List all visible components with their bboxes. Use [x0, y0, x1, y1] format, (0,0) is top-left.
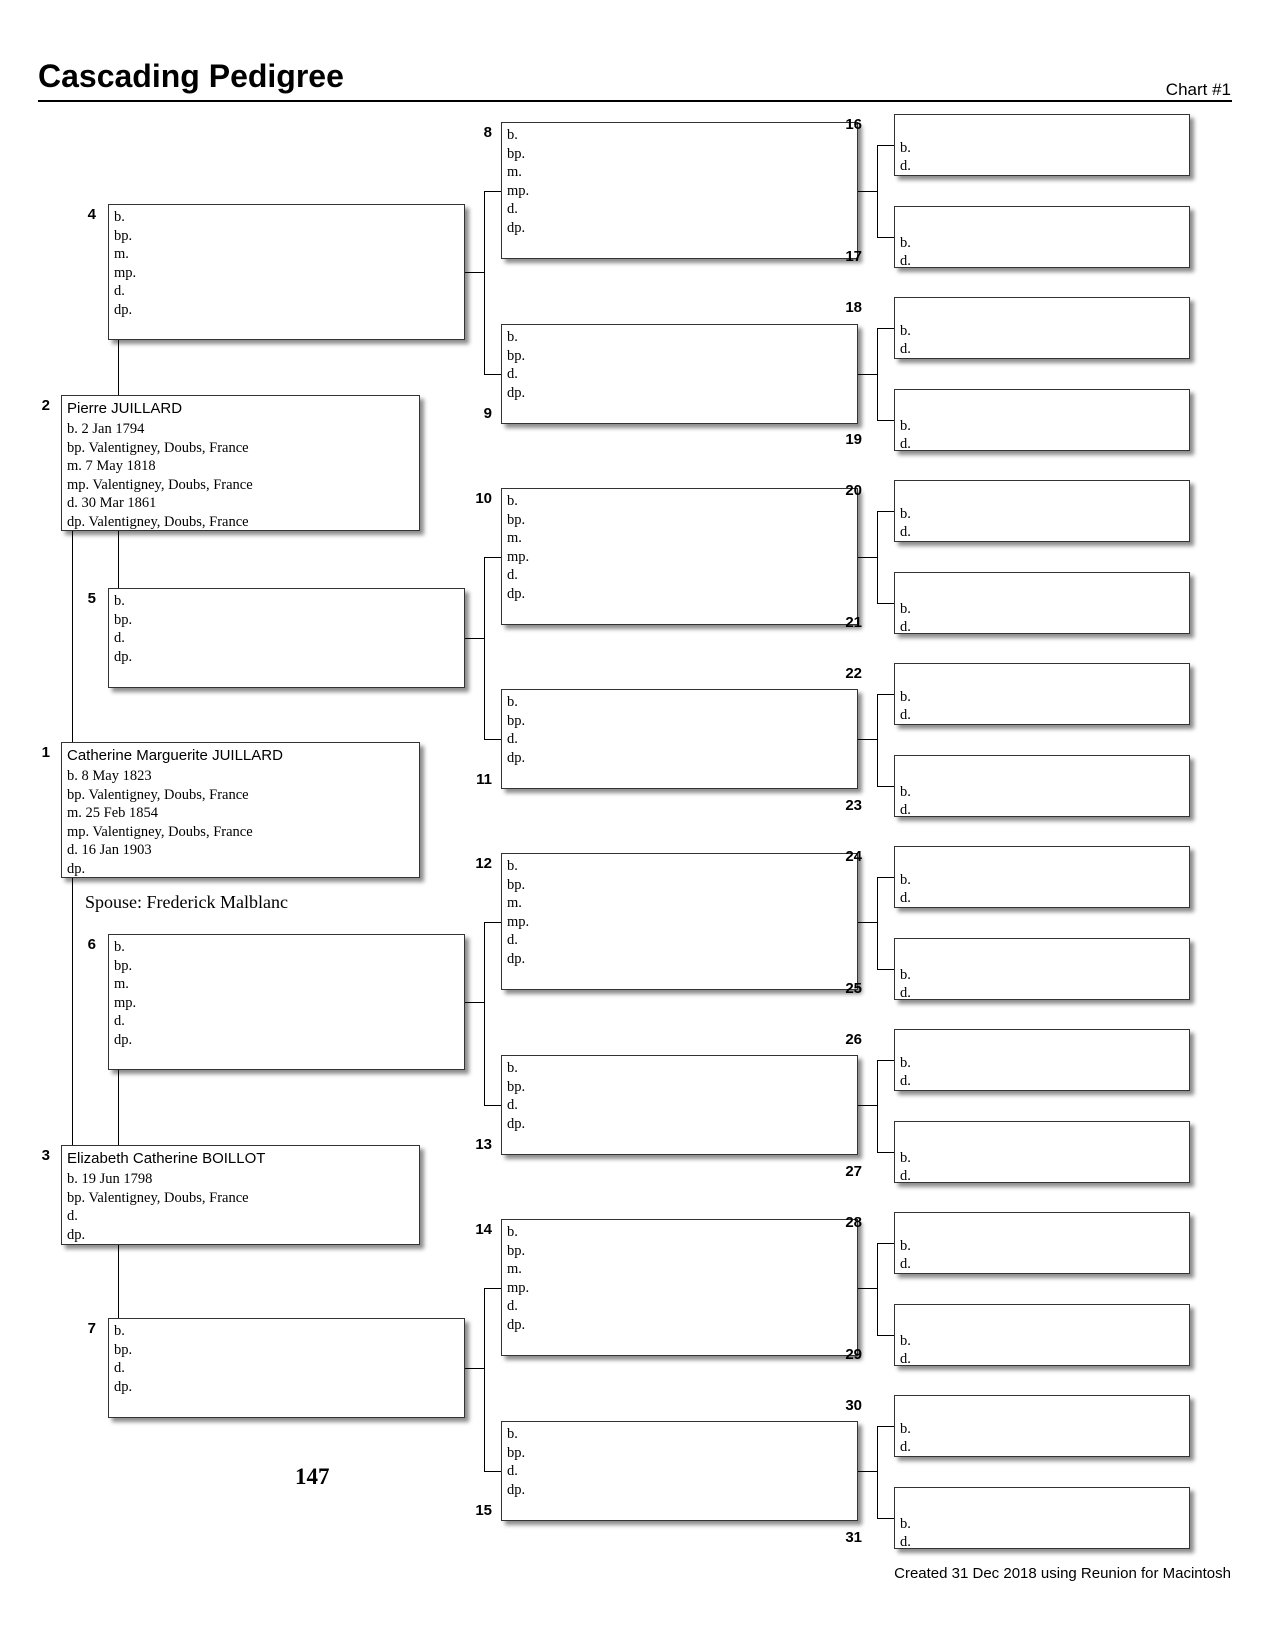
person-number: 6	[87, 936, 96, 953]
person-box-7	[108, 1318, 465, 1418]
person-fact: b. 2 Jan 1794	[67, 421, 145, 437]
connector-line	[877, 511, 878, 603]
person-fact: m.	[507, 1261, 522, 1277]
person-fact: b.	[114, 1323, 125, 1339]
person-fact: d.	[900, 341, 911, 357]
person-fact: bp.	[114, 1341, 133, 1358]
person-number: 2	[41, 397, 50, 414]
connector-line	[858, 739, 877, 740]
chart-number: Chart #1	[1165, 80, 1231, 99]
person-number: 29	[845, 1345, 862, 1363]
person-fact: dp.	[114, 301, 133, 318]
person-fact: bp. Valentigney, Doubs, France	[67, 439, 249, 456]
connector-line	[118, 340, 119, 395]
person-fact: bp.	[507, 145, 526, 162]
person-fact: bp.	[114, 957, 133, 974]
person-fact: b.	[507, 858, 518, 874]
person-box-27	[894, 1121, 1190, 1183]
connector-line	[484, 557, 501, 558]
person-fact: dp.	[507, 749, 526, 766]
person-fact: bp.	[507, 1242, 526, 1259]
person-number: 20	[845, 482, 862, 499]
person-fact: bp. Valentigney, Doubs, France	[67, 1189, 249, 1206]
person-box-24	[894, 846, 1190, 908]
connector-line	[858, 191, 877, 192]
person-fact: dp.	[67, 1226, 86, 1243]
connector-line	[484, 739, 501, 740]
person-box-12	[501, 853, 858, 990]
person-fact: b.	[900, 966, 911, 983]
person-box-16	[894, 114, 1190, 176]
person-fact: m. 7 May 1818	[67, 458, 156, 474]
person-box-21	[894, 572, 1190, 634]
person-fact: d.	[507, 1097, 518, 1113]
person-fact: b.	[507, 127, 518, 143]
connector-line	[877, 1426, 878, 1518]
connector-line	[858, 1288, 877, 1289]
page-number: 147	[295, 1464, 330, 1489]
connector-line	[877, 1060, 878, 1152]
person-number: 16	[845, 116, 862, 133]
person-number: 24	[845, 848, 862, 865]
person-fact: d.	[900, 1439, 911, 1455]
person-box-15	[501, 1421, 858, 1521]
person-fact: d.	[900, 252, 911, 268]
person-fact: b.	[900, 1515, 911, 1532]
person-fact: dp.	[507, 219, 526, 236]
person-fact: m.	[507, 895, 522, 911]
person-fact: d.	[507, 731, 518, 747]
person-box-22	[894, 663, 1190, 725]
connector-line	[877, 420, 894, 421]
person-fact: d.	[900, 1350, 911, 1366]
person-number: 13	[475, 1136, 492, 1153]
person-number: 23	[845, 796, 862, 814]
person-fact: bp.	[507, 712, 526, 729]
person-box-18	[894, 297, 1190, 359]
person-fact: b.	[507, 493, 518, 509]
person-box-11	[501, 689, 858, 789]
person-fact: dp.	[507, 1316, 526, 1333]
person-box-31	[894, 1487, 1190, 1549]
connector-line	[484, 191, 501, 192]
person-fact: dp.	[507, 384, 526, 401]
person-fact: b.	[900, 689, 911, 705]
connector-line	[877, 603, 894, 604]
connector-line	[877, 328, 894, 329]
person-name: Pierre JUILLARD	[67, 400, 183, 417]
person-number: 27	[845, 1162, 862, 1180]
person-number: 3	[41, 1147, 50, 1164]
person-fact: d.	[900, 984, 911, 1000]
person-fact: d.	[114, 283, 125, 299]
connector-line	[877, 1243, 894, 1244]
person-fact: d.	[900, 158, 911, 174]
page-title: Cascading Pedigree	[38, 58, 344, 94]
person-fact: mp. Valentigney, Doubs, France	[67, 476, 253, 493]
person-number: 5	[87, 590, 96, 607]
connector-line	[465, 1368, 484, 1369]
person-fact: m.	[507, 164, 522, 180]
person-fact: d.	[507, 1298, 518, 1314]
connector-line	[877, 694, 878, 786]
person-fact: b.	[900, 872, 911, 888]
person-fact: b.	[900, 323, 911, 339]
person-number: 22	[845, 665, 862, 682]
person-fact: dp.	[507, 1115, 526, 1132]
connector-line	[484, 1471, 501, 1472]
person-number: 4	[87, 206, 96, 223]
person-fact: d. 16 Jan 1903	[67, 842, 152, 858]
person-fact: b.	[900, 417, 911, 434]
person-number: 14	[475, 1221, 492, 1238]
connector-line	[484, 922, 485, 1106]
person-fact: b.	[900, 1332, 911, 1349]
person-number: 15	[475, 1502, 492, 1519]
connector-line	[484, 374, 501, 375]
person-fact: d.	[900, 1167, 911, 1183]
person-fact: b.	[900, 600, 911, 617]
person-fact: b.	[900, 1238, 911, 1254]
person-fact: dp. Valentigney, Doubs, France	[67, 513, 249, 530]
person-fact: b.	[900, 1421, 911, 1437]
person-fact: b.	[507, 1060, 518, 1076]
connector-line	[858, 1471, 877, 1472]
person-name: Elizabeth Catherine BOILLOT	[67, 1150, 266, 1167]
person-fact: b.	[900, 783, 911, 800]
person-fact: d.	[507, 201, 518, 217]
connector-line	[72, 531, 73, 742]
person-number: 1	[41, 744, 50, 761]
person-fact: d.	[900, 1533, 911, 1549]
connector-line	[465, 272, 484, 273]
person-fact: mp.	[507, 1279, 530, 1296]
person-box-13	[501, 1055, 858, 1155]
person-fact: mp.	[507, 548, 530, 565]
connector-line	[877, 1060, 894, 1061]
person-fact: m.	[114, 976, 129, 992]
person-number: 25	[845, 979, 862, 997]
person-number: 28	[845, 1214, 862, 1231]
person-fact: mp. Valentigney, Doubs, France	[67, 823, 253, 840]
person-fact: dp.	[67, 860, 86, 877]
connector-line	[858, 1105, 877, 1106]
person-box-14	[501, 1219, 858, 1356]
person-box-29	[894, 1304, 1190, 1366]
person-box-4	[108, 204, 465, 340]
connector-line	[877, 145, 894, 146]
connector-line	[877, 1152, 894, 1153]
person-fact: d.	[900, 1256, 911, 1272]
connector-line	[877, 969, 894, 970]
person-box-23	[894, 755, 1190, 817]
person-box-20	[894, 480, 1190, 542]
person-box-19	[894, 389, 1190, 451]
person-number: 18	[845, 299, 862, 316]
person-fact: b.	[900, 1149, 911, 1166]
connector-line	[484, 1288, 485, 1472]
connector-line	[858, 557, 877, 558]
person-fact: b.	[114, 939, 125, 955]
person-box-8	[501, 122, 858, 259]
person-fact: b. 19 Jun 1798	[67, 1171, 153, 1187]
connector-line	[877, 1243, 878, 1335]
person-fact: d.	[507, 932, 518, 948]
person-fact: dp.	[114, 1378, 133, 1395]
person-box-26	[894, 1029, 1190, 1091]
person-fact: d.	[900, 890, 911, 906]
person-fact: dp.	[507, 950, 526, 967]
person-box-28	[894, 1212, 1190, 1274]
person-fact: d.	[114, 630, 125, 646]
person-fact: dp.	[114, 648, 133, 665]
person-box-10	[501, 488, 858, 625]
person-fact: d.	[114, 1360, 125, 1376]
person-fact: d.	[507, 366, 518, 382]
person-fact: d.	[114, 1013, 125, 1029]
person-box-25	[894, 938, 1190, 1000]
connector-line	[484, 922, 501, 923]
person-fact: mp.	[114, 994, 137, 1011]
connector-line	[484, 557, 485, 740]
connector-line	[484, 191, 485, 375]
person-fact: bp.	[507, 876, 526, 893]
person-number: 7	[87, 1320, 96, 1337]
person-fact: bp.	[114, 227, 133, 244]
connector-line	[877, 786, 894, 787]
person-box-30	[894, 1395, 1190, 1457]
connector-line	[877, 237, 894, 238]
person-box-2	[61, 395, 420, 531]
person-box-17	[894, 206, 1190, 268]
person-number: 30	[845, 1397, 862, 1414]
person-fact: bp.	[114, 611, 133, 628]
person-number: 9	[483, 405, 492, 422]
person-number: 17	[845, 247, 862, 265]
person-box-6	[108, 934, 465, 1070]
person-fact: d.	[900, 801, 911, 817]
person-fact: b.	[114, 209, 125, 225]
person-number: 21	[845, 613, 862, 631]
person-fact: b.	[114, 593, 125, 609]
person-box-3	[61, 1145, 420, 1245]
person-fact: mp.	[507, 913, 530, 930]
person-fact: mp.	[507, 182, 530, 199]
person-fact: b.	[507, 694, 518, 710]
person-fact: bp.	[507, 1444, 526, 1461]
person-fact: dp.	[114, 1031, 133, 1048]
person-number: 31	[845, 1528, 862, 1546]
connector-line	[877, 877, 878, 969]
spouse-label: Spouse: Frederick Malblanc	[85, 892, 288, 912]
person-number: 8	[483, 124, 492, 141]
person-fact: d. 30 Mar 1861	[67, 495, 157, 511]
person-fact: b.	[900, 140, 911, 156]
connector-line	[858, 374, 877, 375]
connector-line	[877, 877, 894, 878]
person-fact: b. 8 May 1823	[67, 768, 152, 784]
person-number: 19	[845, 430, 862, 448]
person-fact: d.	[900, 618, 911, 634]
connector-line	[465, 638, 484, 639]
person-fact: d.	[900, 1073, 911, 1089]
connector-line	[877, 1335, 894, 1336]
person-fact: b.	[900, 1055, 911, 1071]
connector-line	[858, 922, 877, 923]
person-fact: b.	[900, 234, 911, 251]
person-fact: m.	[114, 246, 129, 262]
person-fact: d.	[507, 1463, 518, 1479]
person-fact: d.	[900, 435, 911, 451]
connector-line	[877, 1518, 894, 1519]
footer-credit: Created 31 Dec 2018 using Reunion for Macintosh	[894, 1565, 1231, 1582]
person-box-5	[108, 588, 465, 688]
connector-line	[465, 1002, 484, 1003]
connector-line	[877, 1426, 894, 1427]
person-number: 12	[475, 855, 492, 872]
person-fact: m.	[507, 530, 522, 546]
person-fact: d.	[900, 524, 911, 540]
person-fact: dp.	[507, 1481, 526, 1498]
person-fact: d.	[900, 707, 911, 723]
connector-line	[484, 1288, 501, 1289]
person-fact: d.	[507, 567, 518, 583]
person-number: 26	[845, 1031, 862, 1048]
person-name: Catherine Marguerite JUILLARD	[67, 747, 283, 764]
connector-line	[118, 1245, 119, 1318]
connector-line	[877, 694, 894, 695]
connector-line	[877, 145, 878, 237]
header-rule	[38, 100, 1232, 102]
person-fact: bp.	[507, 511, 526, 528]
person-number: 11	[476, 771, 492, 788]
connector-line	[72, 878, 73, 1145]
person-fact: bp.	[507, 1078, 526, 1095]
connector-line	[877, 328, 878, 420]
connector-line	[118, 531, 119, 588]
person-box-1	[61, 742, 420, 878]
person-fact: b.	[507, 1224, 518, 1240]
person-fact: m. 25 Feb 1854	[67, 805, 159, 821]
person-fact: d.	[67, 1208, 78, 1224]
person-number: 10	[475, 490, 492, 507]
person-fact: dp.	[507, 585, 526, 602]
person-fact: b.	[900, 506, 911, 522]
connector-line	[484, 1105, 501, 1106]
person-fact: b.	[507, 329, 518, 345]
person-fact: mp.	[114, 264, 137, 281]
connector-line	[877, 511, 894, 512]
person-box-9	[501, 324, 858, 424]
person-fact: bp.	[507, 347, 526, 364]
connector-line	[118, 1070, 119, 1145]
person-fact: bp. Valentigney, Doubs, France	[67, 786, 249, 803]
person-fact: b.	[507, 1426, 518, 1442]
